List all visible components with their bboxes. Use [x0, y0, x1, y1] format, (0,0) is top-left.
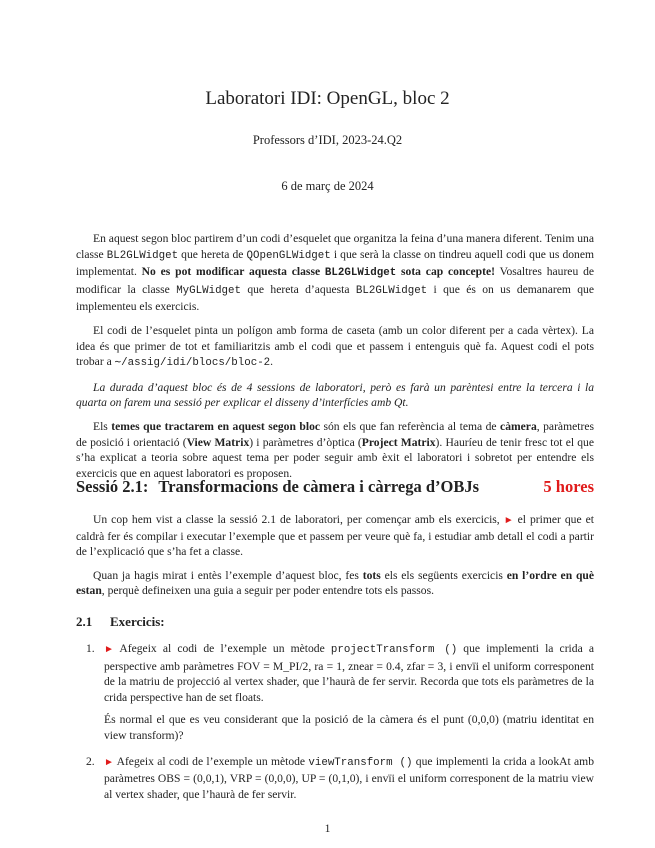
bold-text: tots [362, 568, 381, 582]
bold-text: No es pot modificar aquesta classe [141, 265, 325, 279]
session-paragraph-1 [76, 512, 594, 560]
red-triangle-icon: ► [104, 756, 114, 768]
intro-paragraph-4 [76, 419, 594, 481]
code-class-name: QOpenGLWidget [246, 249, 331, 262]
intro-paragraph-1 [76, 231, 594, 315]
text: i que és on us demanarem que implementeu els exercicis. [76, 282, 594, 314]
text: . [270, 355, 274, 369]
text: , perquè defineixen una guia a seguir per poder entendre tots els passos. [101, 584, 435, 598]
text: i que serà la classe on tindreu aquell codi que us donem implementat. [76, 247, 594, 279]
section-number: Sessió 2.1: [76, 477, 149, 496]
document-date: 6 de març de 2024 [281, 179, 374, 193]
code-class-name: BL2GLWidget [106, 249, 179, 262]
section-title: Transformacions de càmera i càrrega d’OBJs [158, 477, 480, 496]
text: Afegeix al codi de l’exemple un mètode [113, 754, 309, 768]
code-method-name: viewTransform () [308, 756, 413, 769]
text: els els següents exercicis [380, 568, 507, 582]
text: són els que fan referència al tema de [320, 419, 501, 433]
bold-text: sota cap concepte! [396, 265, 495, 279]
text: que hereta de [178, 247, 247, 261]
text: Els [93, 419, 112, 433]
text: que hereta d’aquesta [240, 282, 356, 296]
text: ). Hauríeu de tenir fresc tot el que s’ha explicat a teoria sobre aquest tema per poder seguir amb èxit el laboratori i sobretot per entendre els exercicis que en aquest laboratori es proposen. [76, 435, 594, 480]
exercise-item [76, 754, 594, 803]
code-path: ∼/assig/idi/blocs/bloc-2 [114, 357, 271, 370]
code-class-name: MyGLWidget [176, 284, 241, 297]
section-heading [76, 477, 594, 497]
red-triangle-icon: ► [503, 515, 514, 526]
bold-text: Project Matrix [361, 435, 436, 449]
text: El codi de l’esquelet pinta un polígon amb forma de caseta (amb un color diferent per a cada vèrtex). La idea és que primer de tot et familiaritzis amb el codi que et passem i entenguis què fa. Aquest codi el pots trobar a [76, 323, 594, 369]
subsection-number: 2.1 [76, 614, 93, 629]
red-triangle-icon: ► [104, 644, 114, 655]
exercise-text [104, 754, 594, 803]
text: Quan ja hagis mirat i entès l’exemple d’aquest bloc, fes [93, 568, 363, 582]
exercise-text [104, 641, 594, 705]
bold-text: en l’ordre en què estan [76, 568, 595, 598]
code-class-name: BL2GLWidget [324, 267, 397, 280]
exercise-question: És normal el que es veu considerant que la posició de la càmera és el punt (0,0,0) (matriu identitat en view transform)? [104, 713, 594, 742]
text: que implementi la crida a perspective amb paràmetres FOV = M_PI/2, ra = 1, znear = 0.4, zfar = 3, i envïi el uniform corresponent de la matriu de projecció al vertex shader, que l’haurà de fer servir. Recorda que tots els paràmetres de la crida perspective han de set floats. [104, 642, 594, 704]
exercise-list [76, 641, 594, 812]
text: que implementi la crida a lookAt amb paràmetres OBS = (0,0,1), VRP = (0,0,0), UP = (0,1,0), i envïi el uniform corresponent de la matriu view al vertex shader, que l’haurà de fer servir. [104, 754, 594, 801]
session-paragraph-2 [76, 568, 594, 599]
code-method-name: projectTransform () [330, 644, 458, 656]
document-title: Laboratori IDI: OpenGL, bloc 2 [205, 88, 450, 109]
bold-text: càmera [500, 419, 537, 433]
exercise-number: 2. [86, 754, 95, 768]
exercise-item [76, 641, 594, 744]
section-hours: 5 hores [543, 477, 594, 496]
subsection-heading [76, 614, 165, 630]
intro-paragraph-3: La durada d’aquest bloc és de 4 sessions de laboratori, però es farà un parèntesi entre la tercera i la quarta on farem una sessió per explicar el disseny d’interfícies amb Qt. [76, 380, 594, 410]
intro-text [76, 231, 594, 489]
intro-paragraph-2 [76, 323, 594, 372]
code-class-name: BL2GLWidget [355, 284, 428, 297]
session-text [76, 512, 594, 607]
document-authors: Professors d’IDI, 2023-24.Q2 [252, 133, 403, 147]
bold-text: View Matrix [186, 435, 250, 449]
subsection-title: Exercicis: [110, 614, 165, 629]
text: ) i paràmetres d’òptica ( [249, 435, 362, 449]
text: , paràmetres de posició i orientació ( [76, 419, 594, 449]
page-number: 1 [324, 822, 331, 835]
text: En aquest segon bloc partirem d’un codi d’esquelet que organitza la feina d’una manera diferent. Tenim una classe [76, 232, 594, 261]
exercise-number: 1. [86, 642, 95, 655]
bold-text: temes que tractarem en aquest segon bloc [111, 419, 321, 433]
text: Vosaltres haureu de modificar la classe [76, 265, 595, 296]
text: el primer que et caldrà fer és compilar i executar l’exemple que et passem per veure què fa, i estudiar amb detall el codi a partir de l’explicació que s’ha fet a classe. [76, 513, 594, 559]
text: Un cop hem vist a classe la sessió 2.1 de laboratori, per començar amb els exercicis, [93, 513, 504, 526]
text: Afegeix al codi de l’exemple un mètode [113, 642, 331, 655]
